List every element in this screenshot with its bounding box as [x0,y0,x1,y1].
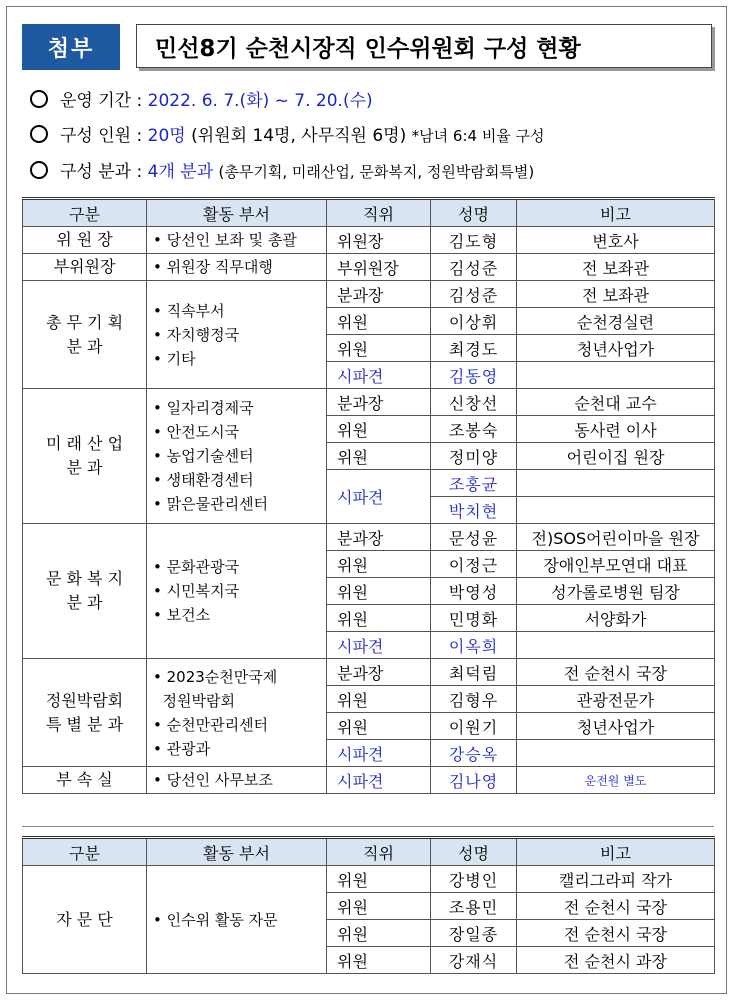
name-cell: 김형우 [431,686,517,713]
name-cell: 이옥희 [431,632,517,659]
table-row [23,767,715,794]
note-cell [517,362,715,389]
column-header: 비고 [517,838,715,866]
position-cell: 시파견 [327,740,431,767]
department-cell: • 직속부서 • 자치행정국 • 기타 [147,281,327,389]
note-cell: 변호사 [517,227,715,254]
document-header [22,24,712,70]
position-cell: 위원 [327,443,431,470]
name-cell: 김나영 [431,767,517,794]
position-cell: 위원 [327,416,431,443]
name-cell: 이원기 [431,713,517,740]
attachment-badge: 첨부 [22,24,120,70]
position-cell: 위원 [327,335,431,362]
note-cell: 청년사업가 [517,713,715,740]
name-cell: 조홍균 [431,470,517,497]
note-cell [517,740,715,767]
position-cell: 위원 [327,578,431,605]
position-cell: 위원 [327,713,431,740]
name-cell: 장일종 [431,920,517,947]
category-cell: 문 화 복 지 분 과 [23,524,147,659]
table-row [23,254,715,281]
department-cell: • 당선인 보좌 및 총괄 [147,227,327,254]
advisory-table-wrap [22,836,715,974]
note-cell: 청년사업가 [517,335,715,362]
position-cell: 분과장 [327,389,431,416]
section-separator [22,826,714,833]
table-header-row [23,199,715,227]
position-cell: 시파견 [327,362,431,389]
column-header: 활동 부서 [147,838,327,866]
column-header: 구분 [23,838,147,866]
note-cell: 동사련 이사 [517,416,715,443]
name-cell: 이상휘 [431,308,517,335]
name-cell: 강재식 [431,947,517,974]
note-cell: 성가롤로병원 팀장 [517,578,715,605]
position-cell: 시파견 [327,632,431,659]
position-cell: 분과장 [327,281,431,308]
position-cell: 위원 [327,686,431,713]
position-cell: 부위원장 [327,254,431,281]
name-cell: 조용민 [431,893,517,920]
note-cell: 순천대 교수 [517,389,715,416]
column-header: 성명 [431,199,517,227]
position-cell: 위원 [327,893,431,920]
column-header: 성명 [431,838,517,866]
note-cell: 전 순천시 과장 [517,947,715,974]
period-value: 2022. 6. 7.(화) ~ 7. 20.(수) [147,91,373,111]
column-header: 직위 [327,199,431,227]
divisions-value: 4개 분과 [147,162,214,182]
category-cell: 부위원장 [23,254,147,281]
name-cell: 최덕림 [431,659,517,686]
category-cell: 미 래 산 업 분 과 [23,389,147,524]
table-row [23,389,715,416]
note-cell: 관광전문가 [517,686,715,713]
note-cell: 서양화가 [517,605,715,632]
position-cell: 위원 [327,605,431,632]
name-cell: 조봉숙 [431,416,517,443]
position-cell: 위원 [327,308,431,335]
members-note: *남녀 6:4 비율 구성 [411,127,545,145]
note-cell: 전 순천시 국장 [517,893,715,920]
note-cell: 장애인부모연대 대표 [517,551,715,578]
advisory-table [22,836,715,974]
name-cell: 김도형 [431,227,517,254]
position-cell: 위원 [327,920,431,947]
name-cell: 강승옥 [431,740,517,767]
info-period: 운영 기간 : 2022. 6. 7.(화) ~ 7. 20.(수) [30,86,373,111]
category-cell: 총 무 기 획 분 과 [23,281,147,389]
members-detail: (위원회 14명, 사무직원 6명) [191,126,407,146]
name-cell: 박영성 [431,578,517,605]
note-cell: 전 보좌관 [517,281,715,308]
column-header: 비고 [517,199,715,227]
department-cell: • 일자리경제국 • 안전도시국 • 농업기술센터 • 생태환경센터 • 맑은물관리센터 [147,389,327,524]
info-members: 구성 인원 : 20명 (위원회 14명, 사무직원 6명) *남녀 6:4 비율 구성 [30,121,545,146]
name-cell: 정미양 [431,443,517,470]
column-header: 직위 [327,838,431,866]
column-header: 구분 [23,199,147,227]
circle-bullet-icon [30,161,48,179]
note-cell: 어린이집 원장 [517,443,715,470]
circle-bullet-icon [30,125,48,143]
document-title: 민선8기 순천시장직 인수위원회 구성 현황 [136,24,712,68]
table-row [23,281,715,308]
department-cell: • 2023순천만국제 정원박람회 • 순천만관리센터 • 관광과 [147,659,327,767]
column-header: 활동 부서 [147,199,327,227]
note-cell: 전 순천시 국장 [517,659,715,686]
info-divisions: 구성 분과 : 4개 분과 (총무기획, 미래산업, 문화복지, 정원박람회특별) [30,157,534,182]
name-cell: 민명화 [431,605,517,632]
name-cell: 김성준 [431,281,517,308]
position-cell: 시파견 [327,470,431,524]
department-cell: • 당선인 사무보조 [147,767,327,794]
committee-table [22,197,715,794]
note-cell: 전 보좌관 [517,254,715,281]
name-cell: 문성윤 [431,524,517,551]
note-cell: 순천경실련 [517,308,715,335]
note-cell: 전 순천시 국장 [517,920,715,947]
department-cell: • 인수위 활동 자문 [147,866,327,974]
note-cell [517,470,715,497]
position-cell: 분과장 [327,524,431,551]
table-row [23,227,715,254]
name-cell: 이정근 [431,551,517,578]
table-row [23,866,715,893]
note-cell [517,632,715,659]
note-cell [517,497,715,524]
department-cell: • 문화관광국 • 시민복지국 • 보건소 [147,524,327,659]
table-row [23,524,715,551]
name-cell: 박치현 [431,497,517,524]
name-cell: 강병인 [431,866,517,893]
committee-table-wrap [22,197,715,794]
category-cell: 부 속 실 [23,767,147,794]
note-cell: 운전원 별도 [517,767,715,794]
category-cell: 정원박람회 특 별 분 과 [23,659,147,767]
department-cell: • 위원장 직무대행 [147,254,327,281]
position-cell: 위원 [327,551,431,578]
note-cell: 전)SOS어린이마을 원장 [517,524,715,551]
members-value: 20명 [147,126,186,146]
name-cell: 신창선 [431,389,517,416]
note-cell: 캘리그라피 작가 [517,866,715,893]
divisions-detail: (총무기획, 미래산업, 문화복지, 정원박람회특별) [218,163,535,181]
name-cell: 최경도 [431,335,517,362]
category-cell: 위 원 장 [23,227,147,254]
circle-bullet-icon [30,90,48,108]
position-cell: 시파견 [327,767,431,794]
position-cell: 분과장 [327,659,431,686]
position-cell: 위원 [327,866,431,893]
name-cell: 김성준 [431,254,517,281]
name-cell: 김동영 [431,362,517,389]
position-cell: 위원 [327,947,431,974]
table-header-row [23,838,715,866]
position-cell: 위원장 [327,227,431,254]
table-row [23,659,715,686]
category-cell: 자 문 단 [23,866,147,974]
